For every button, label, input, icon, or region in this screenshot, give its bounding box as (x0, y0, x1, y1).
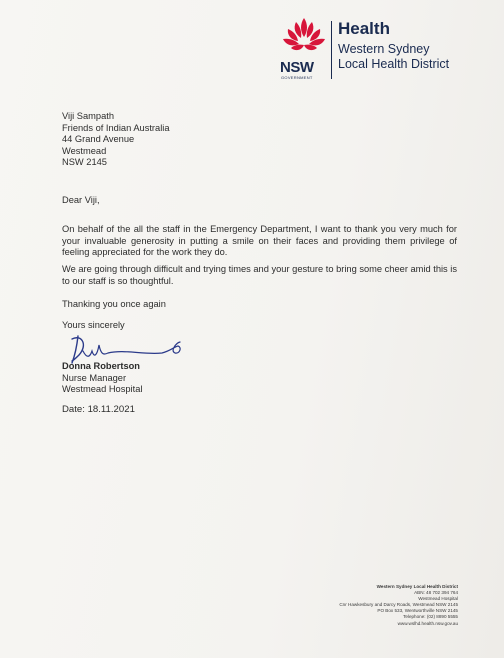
footer-org-name: Western Sydney Local Health District (376, 584, 458, 589)
signatory-title: Nurse Manager (62, 373, 127, 383)
recipient-state-postcode: NSW 2145 (62, 157, 107, 168)
body-paragraph-2: We are going through difficult and trying times and your gesture to bring some cheer amid this is to our staff is so thoughtful. (62, 264, 457, 286)
government-label: GOVERNMENT (281, 75, 313, 80)
letter-date: Date: 18.11.2021 (62, 404, 135, 415)
footer-telephone: Telephone: (02) 8890 5555 (403, 614, 458, 620)
signatory-hospital: Westmead Hospital (62, 384, 143, 394)
footer-street: Cnr Hawkesbury and Darcy Roads, Westmead NSW 2145 (339, 602, 458, 608)
recipient-name: Viji Sampath (62, 111, 115, 121)
body-paragraph-1: On behalf of the all the staff in the Emergency Department, I want to thank you very much for your invaluable generosity in putting a smile on their faces and providing them privilege of feeling appreciated for the work they do. (62, 224, 457, 258)
recipient-organisation: Friends of Indian Australia (62, 122, 170, 133)
footer-address (339, 584, 458, 627)
body-paragraph-3: Thanking you once again (62, 299, 166, 309)
health-title: Health (338, 19, 390, 38)
nsw-health-logo (279, 15, 469, 80)
nsw-wordmark: NSW (280, 59, 314, 76)
footer-po-box: PO Box 533, Wentworthville NSW 2145 (377, 608, 458, 614)
district-name-line1: Western Sydney (338, 42, 430, 56)
logo-divider (331, 21, 332, 79)
footer-abn: ABN: 48 702 394 764 (414, 590, 458, 596)
recipient-street: 44 Grand Avenue (62, 134, 135, 145)
district-name-line2: Local Health District (338, 57, 450, 71)
recipient-suburb: Westmead (62, 145, 107, 156)
footer-website: www.wslhd.health.nsw.gov.au (397, 620, 458, 626)
footer-hospital: Westmead Hospital (418, 596, 458, 602)
salutation: Dear Viji, (62, 195, 100, 205)
closing: Yours sincerely (62, 320, 125, 330)
recipient-address (62, 111, 170, 169)
signatory-name: Donna Robertson (62, 361, 140, 371)
